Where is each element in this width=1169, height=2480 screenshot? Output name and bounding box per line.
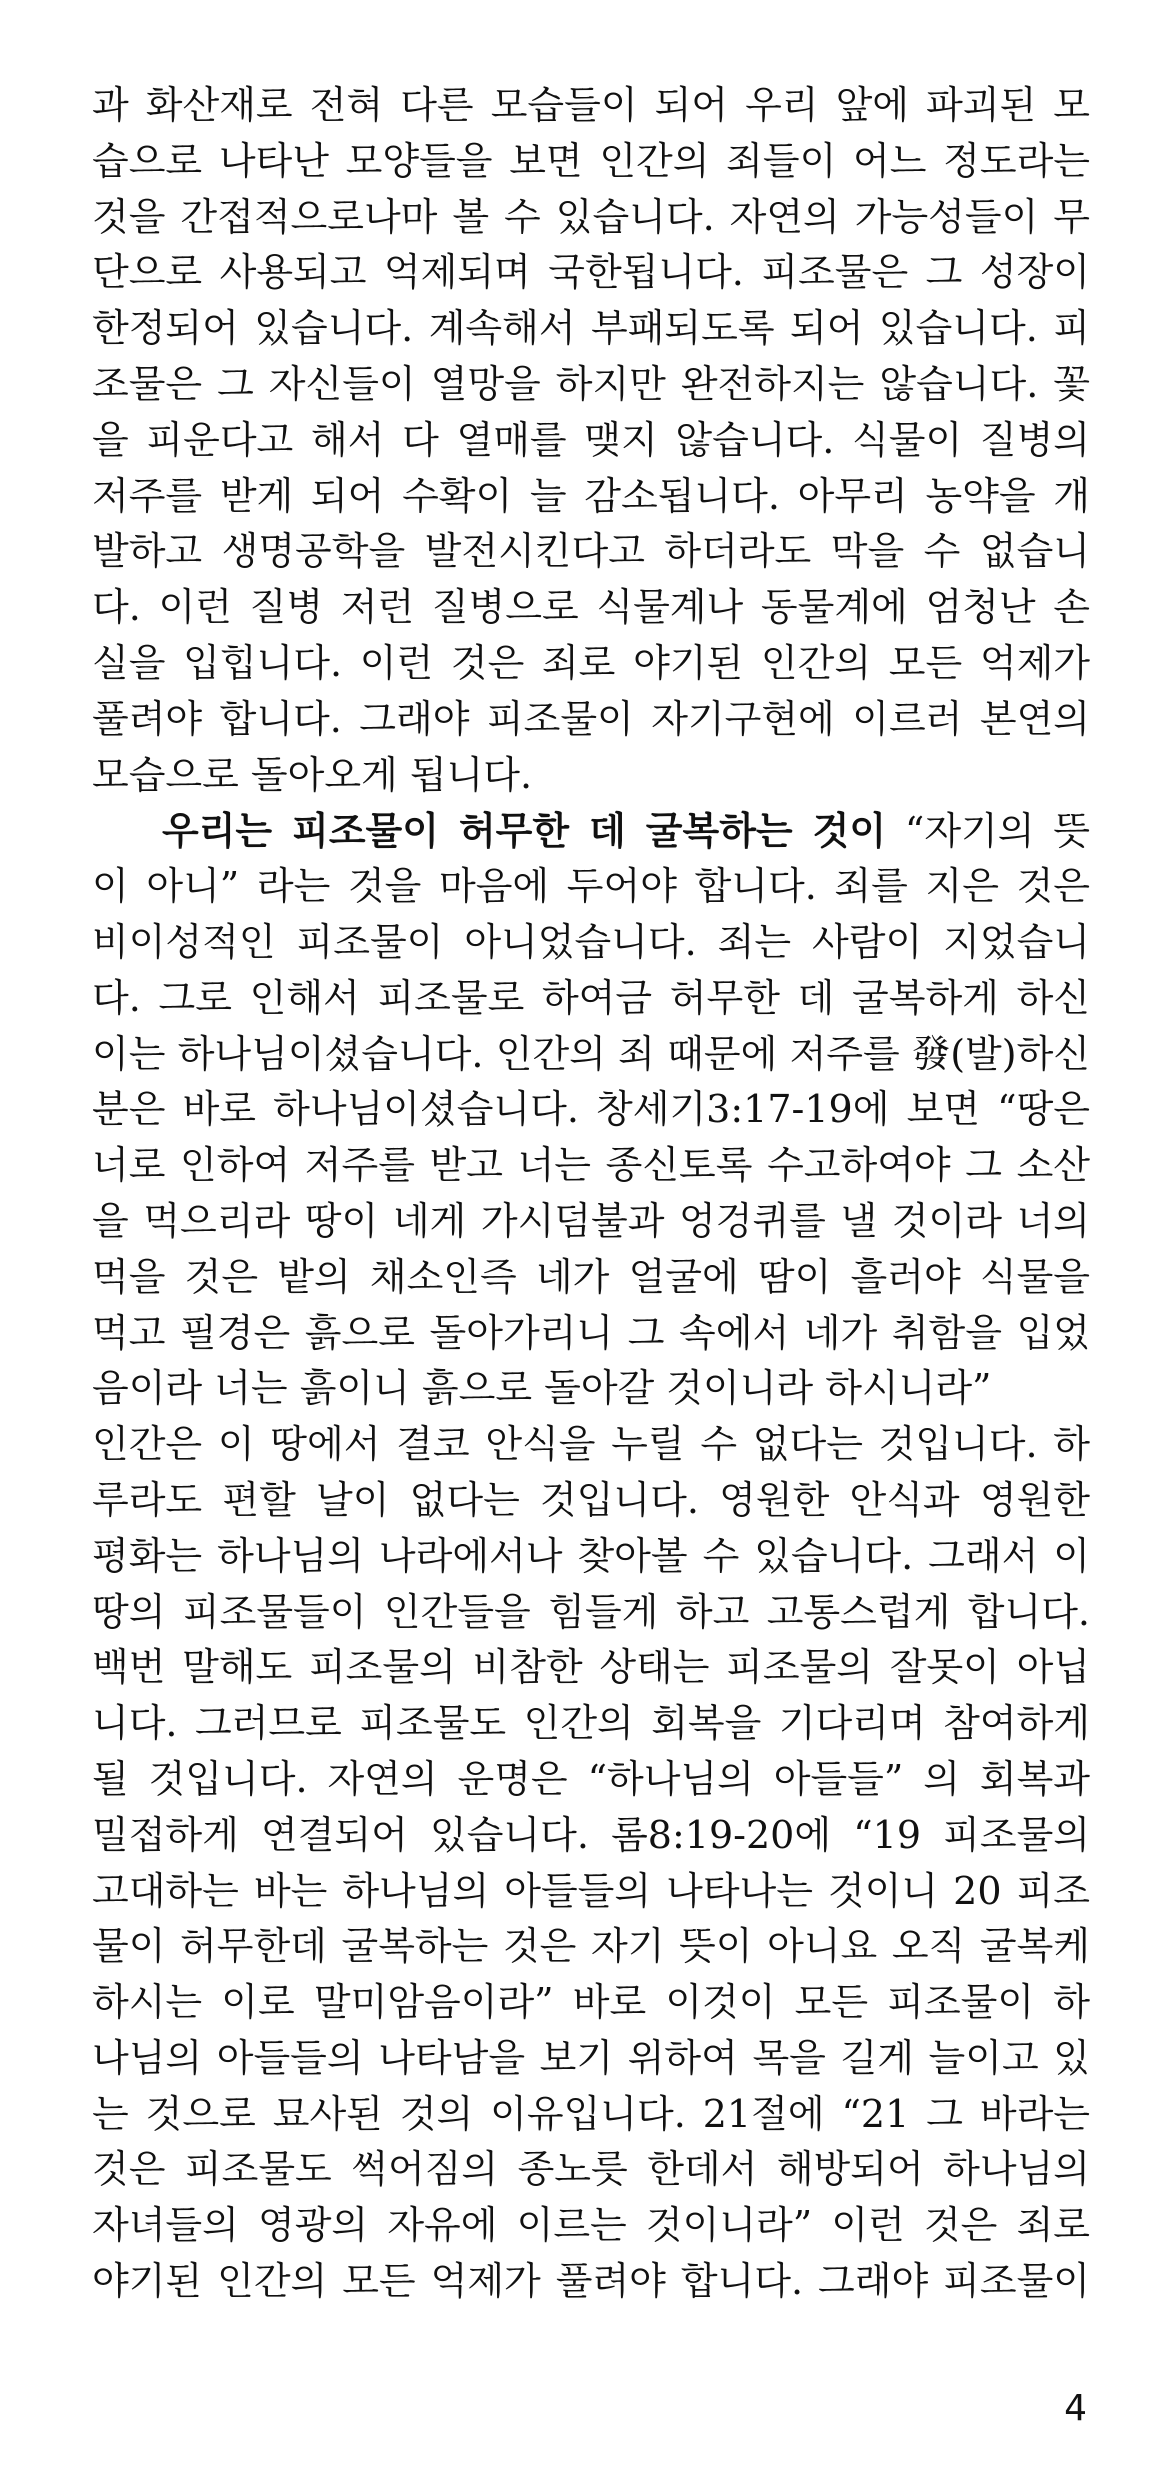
text-line: 평화는 하나님의 나라에서나 찾아볼 수 있습니다. 그래서 이 bbox=[92, 1533, 1090, 1578]
text-line: 저주를 받게 되어 수확이 늘 감소됩니다. 아무리 농약을 개 bbox=[92, 473, 1090, 518]
text-line: 음이라 너는 흙이니 흙으로 돌아갈 것이니라 하시니라” bbox=[92, 1366, 992, 1411]
text-line: 될 것입니다. 자연의 운명은 “하나님의 아들들” 의 회복과 bbox=[92, 1756, 1090, 1801]
text-line: 분은 바로 하나님이셨습니다. 창세기3:17-19에 보면 “땅은 bbox=[92, 1087, 1090, 1132]
text-line: 나님의 아들들의 나타남을 보기 위하여 목을 길게 늘이고 있 bbox=[92, 2035, 1090, 2080]
text-line: 자녀들의 영광의 자유에 이르는 것이니라” 이런 것은 죄로 bbox=[92, 2203, 1090, 2248]
text-line: 다. 이런 질병 저런 질병으로 식물계나 동물계에 엄청난 손 bbox=[92, 585, 1090, 630]
text-line: 물이 허무한데 굴복하는 것은 자기 뜻이 아니요 오직 굴복케 bbox=[92, 1924, 1090, 1969]
text-line: 것을 간접적으로나마 볼 수 있습니다. 자연의 가능성들이 무 bbox=[92, 194, 1090, 239]
text-line: 과 화산재로 전혀 다른 모습들이 되어 우리 앞에 파괴된 모 bbox=[92, 83, 1090, 127]
text-line: 루라도 편할 날이 없다는 것입니다. 영원한 안식과 영원한 bbox=[92, 1477, 1090, 1522]
emphasis-text: 우리는 피조물이 허무한 데 굴복하는 것이 bbox=[162, 808, 887, 854]
text-line: 습으로 나타난 모양들을 보면 인간의 죄들이 어느 정도라는 bbox=[92, 138, 1090, 183]
text-line: 야기된 인간의 모든 억제가 풀려야 합니다. 그래야 피조물이 bbox=[92, 2259, 1090, 2304]
paragraph-1 bbox=[92, 78, 1090, 803]
text-line: 이는 하나님이셨습니다. 인간의 죄 때문에 저주를 發(발)하신 bbox=[92, 1031, 1090, 1076]
text-line: 백번 말해도 피조물의 비참한 상태는 피조물의 잘못이 아닙 bbox=[92, 1645, 1090, 1690]
text-line: 하시는 이로 말미암음이라” 바로 이것이 모든 피조물이 하 bbox=[92, 1980, 1090, 2025]
text-line: 을 피운다고 해서 다 열매를 맺지 않습니다. 식물이 질병의 bbox=[92, 417, 1090, 462]
text-line: 을 먹으리라 땅이 네게 가시덤불과 엉겅퀴를 낼 것이라 너의 bbox=[92, 1198, 1090, 1243]
text-line: 너로 인하여 저주를 받고 너는 종신토록 수고하여야 그 소산 bbox=[92, 1143, 1090, 1188]
text-line: 다. 그로 인해서 피조물로 하여금 허무한 데 굴복하게 하신 bbox=[92, 975, 1090, 1020]
text-line: 땅의 피조물들이 인간들을 힘들게 하고 고통스럽게 합니다. bbox=[92, 1589, 1090, 1634]
text-line: 발하고 생명공학을 발전시킨다고 하더라도 막을 수 없습니 bbox=[92, 529, 1090, 574]
text-line: 한정되어 있습니다. 계속해서 부패되도록 되어 있습니다. 피 bbox=[92, 306, 1090, 351]
text-line-first bbox=[92, 803, 1090, 859]
paragraph-2 bbox=[92, 803, 1090, 1417]
text-line: 니다. 그러므로 피조물도 인간의 회복을 기다리며 참여하게 bbox=[92, 1701, 1090, 1746]
text-line: 인간은 이 땅에서 결코 안식을 누릴 수 없다는 것입니다. 하 bbox=[92, 1422, 1090, 1467]
text-line: 먹을 것은 밭의 채소인즉 네가 얼굴에 땀이 흘러야 식물을 bbox=[92, 1254, 1090, 1299]
quote-start-text: “자기의 뜻 bbox=[886, 809, 1091, 854]
document-page bbox=[92, 78, 1090, 2310]
text-line: 고대하는 바는 하나님의 아들들의 나타나는 것이니 20 피조 bbox=[92, 1868, 1090, 1913]
text-line: 조물은 그 자신들이 열망을 하지만 완전하지는 않습니다. 꽃 bbox=[92, 361, 1090, 406]
text-line: 단으로 사용되고 억제되며 국한됩니다. 피조물은 그 성장이 bbox=[92, 250, 1090, 295]
page-number: 4 bbox=[1064, 2388, 1087, 2429]
text-line: 풀려야 합니다. 그래야 피조물이 자기구현에 이르러 본연의 bbox=[92, 696, 1090, 741]
text-line: 것은 피조물도 썩어짐의 종노릇 한데서 해방되어 하나님의 bbox=[92, 2147, 1090, 2192]
text-line: 밀접하게 연결되어 있습니다. 롬8:19-20에 “19 피조물의 bbox=[92, 1812, 1090, 1857]
text-line: 는 것으로 묘사된 것의 이유입니다. 21절에 “21 그 바라는 bbox=[92, 2091, 1090, 2136]
paragraph-3 bbox=[92, 1417, 1090, 2310]
text-line: 이 아니” 라는 것을 마음에 두어야 합니다. 죄를 지은 것은 bbox=[92, 864, 1090, 909]
text-line: 모습으로 돌아오게 됩니다. bbox=[92, 752, 533, 797]
text-line: 비이성적인 피조물이 아니었습니다. 죄는 사람이 지었습니 bbox=[92, 919, 1090, 964]
text-line: 먹고 필경은 흙으로 돌아가리니 그 속에서 네가 취함을 입었 bbox=[92, 1310, 1090, 1355]
text-line: 실을 입힙니다. 이런 것은 죄로 야기된 인간의 모든 억제가 bbox=[92, 640, 1090, 685]
